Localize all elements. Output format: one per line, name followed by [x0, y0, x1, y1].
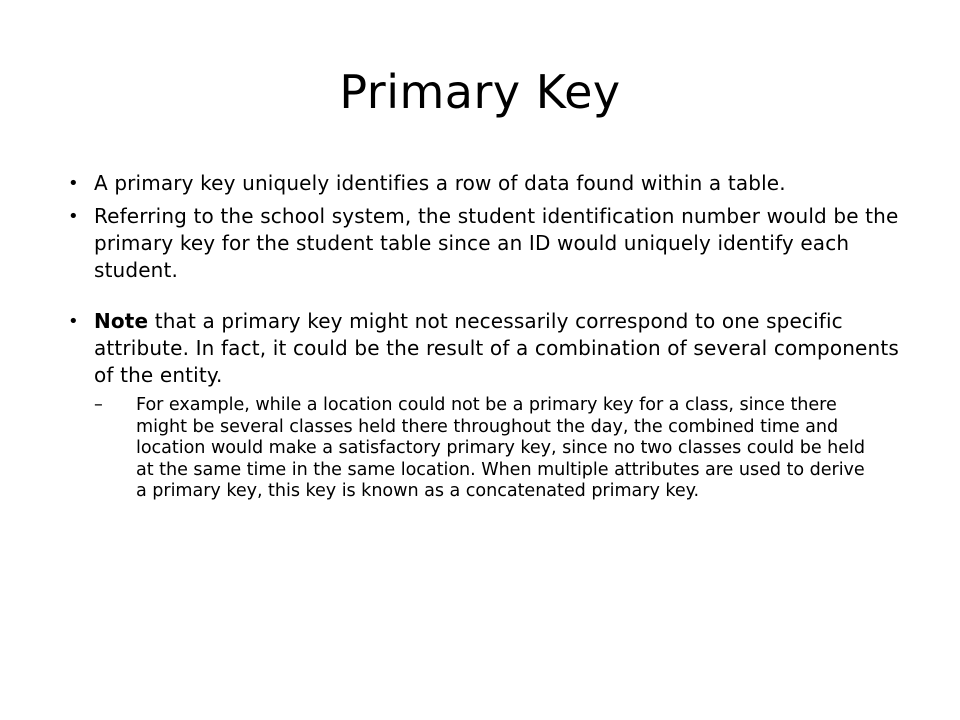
sub-bullet-marker: –: [94, 395, 103, 415]
bullet-text: Referring to the school system, the student identification number would be the primary key for the student table since an ID would uniquely identify each student.: [94, 204, 899, 282]
bullet-marker: •: [68, 173, 79, 194]
bullet-text: A primary key uniquely identifies a row of data found within a table.: [94, 171, 786, 195]
bullet-marker: •: [68, 311, 79, 332]
bullet-item: [68, 170, 900, 197]
sub-bullet-item: [94, 395, 876, 503]
bullet-item: [68, 308, 900, 389]
bullet-marker: •: [68, 206, 79, 227]
sub-bullet-text: For example, while a location could not be a primary key for a class, since there might be several classes held there throughout the day, the combined time and location would make a satisfactory primary key, since no two classes could be held at the same time in the same location. When multiple attributes are used to derive a primary key, this key is known as a concatenated primary key.: [136, 395, 865, 501]
bullet-bold-lead: Note: [94, 309, 149, 333]
bullet-item: [68, 203, 900, 284]
slide-title: Primary Key: [339, 65, 621, 119]
slide-content: [68, 170, 900, 503]
bullet-text: that a primary key might not necessarily correspond to one specific attribute. In fact, it could be the result of a combination of several components of the entity.: [94, 309, 899, 387]
